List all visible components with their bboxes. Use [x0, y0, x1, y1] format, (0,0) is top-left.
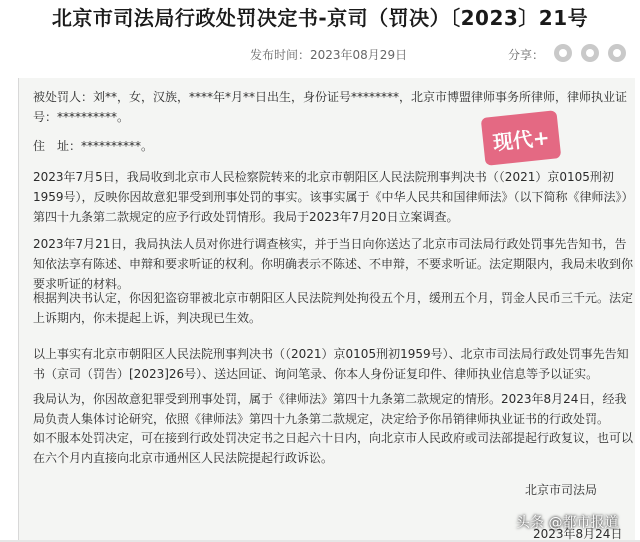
- watermark: 头条 @都市报道: [516, 515, 619, 531]
- issue-date: 2023年8月24日: [533, 527, 623, 541]
- issuer-signature: 北京市司法局: [525, 483, 598, 497]
- paragraph-appeal: 如不服本处罚决定，可在接到行政处罚决定书之日起六十日内，向北京市人民政府或司法部提起行政复议，也可以在六个月内直接向北京市通州区人民法院提起行政诉讼。: [33, 431, 634, 465]
- share-label: 分享：: [508, 48, 545, 62]
- share-icon-1[interactable]: [554, 44, 572, 62]
- paragraph-evidence: 以上事实有北京市朝阳区人民法院刑事判决书（（2021）京0105刑初1959号）、北京市司法局行政处罚事先告知书（京司（罚告）[2023]26号）、送达回证、询问笔录、你本人身份证复印件、律师执业信息等予以证实。: [33, 347, 629, 381]
- share-icon-3[interactable]: [608, 44, 626, 62]
- meta-bar: [0, 44, 640, 64]
- page-title: 北京市司法局行政处罚决定书-京司（罚决）〔2023〕21号: [51, 6, 589, 30]
- paragraph-investigation: 2023年7月21日，我局执法人员对你进行调查核实，并于当日向你送达了北京市司法局行政处罚事先告知书，告知依法享有陈述、申辩和要求听证的权利。你明确表示不陈述、不申辩，不要求听证。法定期限内，我局未收到你要求听证的材料。: [33, 237, 634, 291]
- paragraph-judgment: 根据判决书认定，你因犯盗窃罪被北京市朝阳区人民法院判处拘役五个月，缓刑五个月，罚金人民币三千元。法定上诉期内，你未提起上诉，判决现已生效。: [33, 291, 634, 325]
- modern-plus-logo: 现代+: [481, 110, 562, 166]
- share-icon-2[interactable]: [581, 44, 599, 62]
- paragraph-respondent: 被处罚人：刘**，女，汉族，****年*月**日出生，身份证号********，北京市博盟律师事务所律师，律师执业证号：**********。: [33, 90, 628, 124]
- document-scan: [18, 78, 635, 540]
- paragraph-address: 住 址：**********。: [33, 139, 154, 153]
- paragraph-facts: 2023年7月5日，我局收到北京市人民检察院转来的北京市朝阳区人民法院刑事判决书（（2021）京0105刑初1959号），反映你因故意犯罪受到刑事处罚的事实。该事实属于《中华人民共和国律师法》（以下简称《律师法》）第四十九条第二款规定的应予行政处罚情形。我局于2023年7月20日立案调查。: [33, 170, 628, 224]
- paragraph-decision: 我局认为，你因故意犯罪受到刑事处罚，属于《律师法》第四十九条第二款规定的情形。2023年8月24日，经我局负责人集体讨论研究，依照《律师法》第四十九条第二款规定，决定给予你吊销律师执业证书的行政处罚。: [33, 392, 627, 426]
- publish-time: 发布时间：2023年08月29日: [250, 48, 408, 62]
